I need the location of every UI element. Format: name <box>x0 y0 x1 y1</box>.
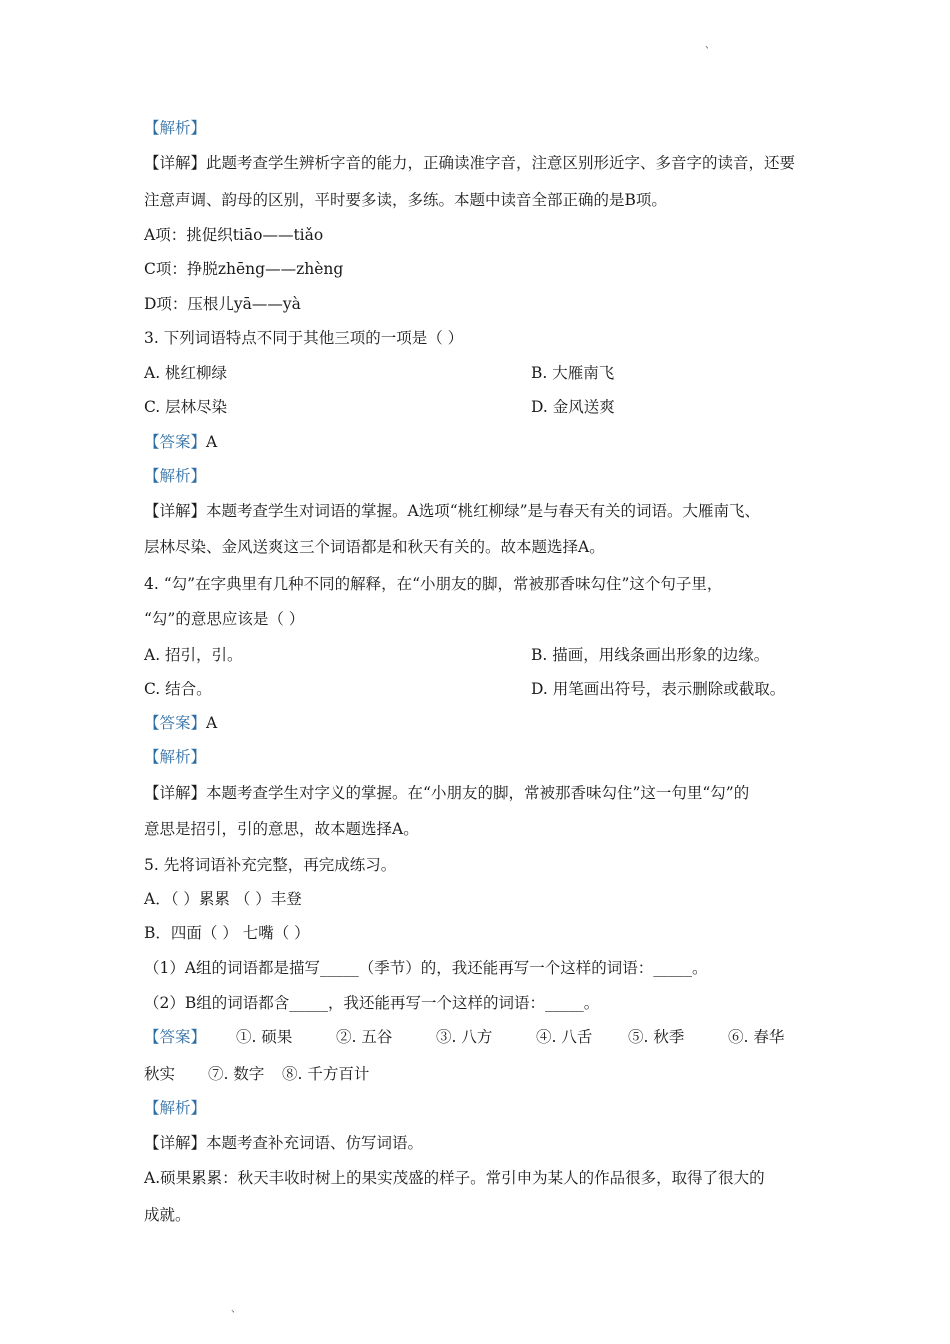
q5-detail-a-line-2: 成就。 <box>144 1206 191 1224</box>
q4-detail-line-1 <box>144 783 814 803</box>
footer-mark: 、 <box>231 1304 241 1315</box>
answer-tag: 【答案】 <box>144 433 207 451</box>
detail-text: 此题考查学生辨析字音的能力，正确读准字音，注意区别形近字、多音字的读音，还要 <box>206 154 796 172</box>
answer-value: A <box>206 433 218 451</box>
detail-text: 本题考查学生对词语的掌握。A选项“桃红柳绿”是与春天有关的词语。大雁南飞、 <box>206 502 761 520</box>
analysis-tag: 【解析】 <box>144 748 207 766</box>
q5-analysis-heading <box>144 1098 814 1118</box>
q4-detail-line-2: 意思是招引，引的意思，故本题选择A。 <box>144 820 419 838</box>
answer-item: ②. 五谷 <box>336 1028 393 1046</box>
analysis-tag: 【解析】 <box>144 467 207 485</box>
q5-detail-a-line-1: A.硕果累累：秋天丰收时树上的果实茂盛的样子。常引申为某人的作品很多，取得了很大的 <box>144 1169 765 1187</box>
detail-tag: 【详解】 <box>144 1134 207 1152</box>
q2-item-a: A项：挑促织tiāo——tiǎo <box>144 226 324 244</box>
q2-analysis-heading <box>144 118 814 138</box>
q4-options-row-1 <box>144 645 814 665</box>
q3-stem: 3. 下列词语特点不同于其他三项的一项是（ ） <box>144 329 464 347</box>
answer-item: ⑧. 千方百计 <box>282 1065 370 1083</box>
answer-item: ①. 硕果 <box>236 1028 293 1046</box>
q3-option-c: C. 层林尽染 <box>144 398 228 416</box>
q5-sub-question-2: （2）B组的词语都含_____，我还能再写一个这样的词语：_____。 <box>144 994 600 1012</box>
q3-options-row-1 <box>144 363 814 383</box>
answer-value: A <box>206 714 218 732</box>
q4-answer <box>144 713 814 733</box>
header-mark: 、 <box>705 40 715 51</box>
q3-option-a: A. 桃红柳绿 <box>144 364 228 382</box>
detail-text: 本题考查补充词语、仿写词语。 <box>206 1134 424 1152</box>
q2-detail-line-1 <box>144 153 814 173</box>
answer-item: ⑦. 数字 <box>208 1065 265 1083</box>
detail-tag: 【详解】 <box>144 784 207 802</box>
answer-continuation: 秋实 <box>144 1065 176 1083</box>
q4-option-a: A. 招引，引。 <box>144 646 243 664</box>
q4-option-c: C. 结合。 <box>144 680 212 698</box>
answer-item: ④. 八舌 <box>536 1028 593 1046</box>
answer-item: ⑥. 春华 <box>728 1028 785 1046</box>
detail-tag: 【详解】 <box>144 502 207 520</box>
q3-option-b: B. 大雁南飞 <box>531 364 615 382</box>
q3-answer <box>144 432 814 452</box>
answer-item: ③. 八方 <box>436 1028 493 1046</box>
q3-option-d: D. 金风送爽 <box>531 398 615 416</box>
q3-detail-line-1 <box>144 501 814 521</box>
analysis-tag: 【解析】 <box>144 119 207 137</box>
q3-detail-line-2: 层林尽染、金风送爽这三个词语都是和秋天有关的。故本题选择A。 <box>144 538 605 556</box>
q5-detail-line-1 <box>144 1133 814 1153</box>
q3-analysis-heading <box>144 466 814 486</box>
q4-stem-line-1: 4. “勾”在字典里有几种不同的解释，在“小朋友的脚，常被那香味勾住”这个句子里， <box>144 575 723 593</box>
q5-group-a: A．（ ）累累 （ ）丰登 <box>144 890 302 908</box>
analysis-tag: 【解析】 <box>144 1099 207 1117</box>
q3-options-row-2 <box>144 397 814 417</box>
q4-options-row-2 <box>144 679 814 699</box>
answer-tag: 【答案】 <box>144 714 207 732</box>
q4-option-d: D. 用笔画出符号，表示删除或截取。 <box>531 680 786 698</box>
q5-sub-question-1: （1）A组的词语都是描写_____（季节）的，我还能再写一个这样的词语：_____。 <box>144 959 708 977</box>
q5-group-b: B．四面（ ） 七嘴（ ） <box>144 924 310 942</box>
q5-stem: 5. 先将词语补充完整，再完成练习。 <box>144 856 397 874</box>
q2-detail-line-2: 注意声调、韵母的区别，平时要多读，多练。本题中读音全部正确的是B项。 <box>144 191 667 209</box>
answer-item: ⑤. 秋季 <box>628 1028 685 1046</box>
q4-stem-line-2: “勾”的意思应该是（ ） <box>144 610 305 628</box>
answer-tag: 【答案】 <box>144 1028 207 1046</box>
q2-item-c: C项：挣脱zhēng——zhèng <box>144 260 344 278</box>
q2-item-d: D项：压根儿yā——yà <box>144 295 301 313</box>
q4-analysis-heading <box>144 747 814 767</box>
q5-answer-line-2 <box>144 1064 814 1084</box>
detail-tag: 【详解】 <box>144 154 207 172</box>
detail-text: 本题考查学生对字义的掌握。在“小朋友的脚，常被那香味勾住”这一句里“勾”的 <box>206 784 750 802</box>
q4-option-b: B. 描画，用线条画出形象的边缘。 <box>531 646 770 664</box>
q5-answer-line-1 <box>144 1027 814 1047</box>
